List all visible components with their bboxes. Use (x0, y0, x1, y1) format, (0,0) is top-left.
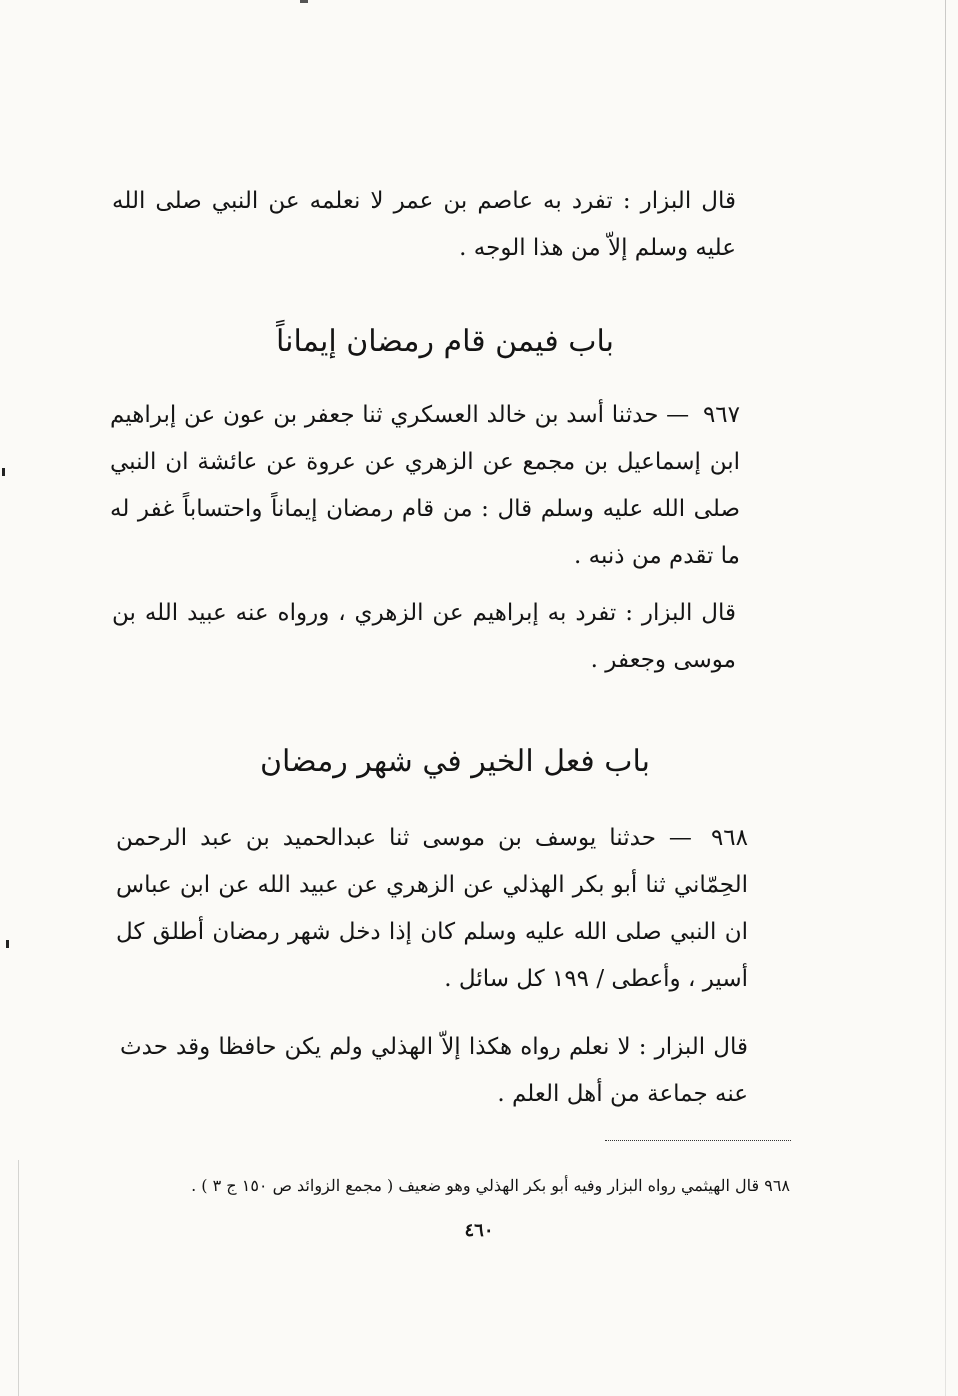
page-edge-right (945, 0, 946, 1396)
footnote: ٩٦٨ قال الهيثمي رواه البزار وفيه أبو بكر الهذلي وهو ضعيف ( مجمع الزوائد ص ١٥٠ ج ٣ ) . (191, 1176, 790, 1195)
page-edge-left (18, 1160, 19, 1396)
page-number: ٤٦٠ (464, 1220, 494, 1241)
paragraph-bazzar-note-3: قال البزار : لا نعلم رواه هكذا إلاّ الهذلي ولم يكن حافظا وقد حدث عنه جماعة من أهل العلم . (120, 1034, 748, 1107)
footnote-separator (605, 1140, 791, 1141)
hadith-968 (116, 815, 748, 1003)
hadith-text: — حدثنا يوسف بن موسى ثنا عبدالحميد بن عبد الرحمن الحِمّاني ثنا أبو بكر الهذلي عن الزهري عن عبيد الله عن ابن عباس ان النبي صلى الله عليه وسلم كان إذا دخل شهر رمضان أطلق كل أسير ، وأعطى / ١٩٩ كل سائل . (116, 825, 748, 992)
hadith-967 (110, 392, 740, 580)
hadith-text: — حدثنا أسد بن خالد العسكري ثنا جعفر بن عون عن إبراهيم ابن إسماعيل بن مجمع عن الزهري عن عروة عن عائشة ان النبي صلى الله عليه وسلم قال : من قام رمضان إيماناً واحتساباً غفر له ما تقدم من ذنبه . (110, 402, 740, 569)
hadith-number: ٩٦٧ (702, 402, 741, 428)
margin-mark (6, 940, 9, 948)
paragraph-bazzar-note-1: قال البزار : تفرد به عاصم بن عمر لا نعلمه عن النبي صلى الله عليه وسلم إلاّ من هذا الوجه . (112, 188, 736, 261)
paragraph-bazzar-note-2: قال البزار : تفرد به إبراهيم عن الزهري ، ورواه عنه عبيد الله بن موسى وجعفر . (112, 600, 736, 673)
section-heading-ramadan-faith: باب فيمن قام رمضان إيماناً (276, 324, 614, 359)
margin-mark (2, 468, 5, 476)
margin-mark (300, 0, 308, 3)
section-heading-good-deeds-ramadan: باب فعل الخير في شهر رمضان (260, 744, 650, 779)
hadith-number: ٩٦٨ (710, 825, 748, 851)
